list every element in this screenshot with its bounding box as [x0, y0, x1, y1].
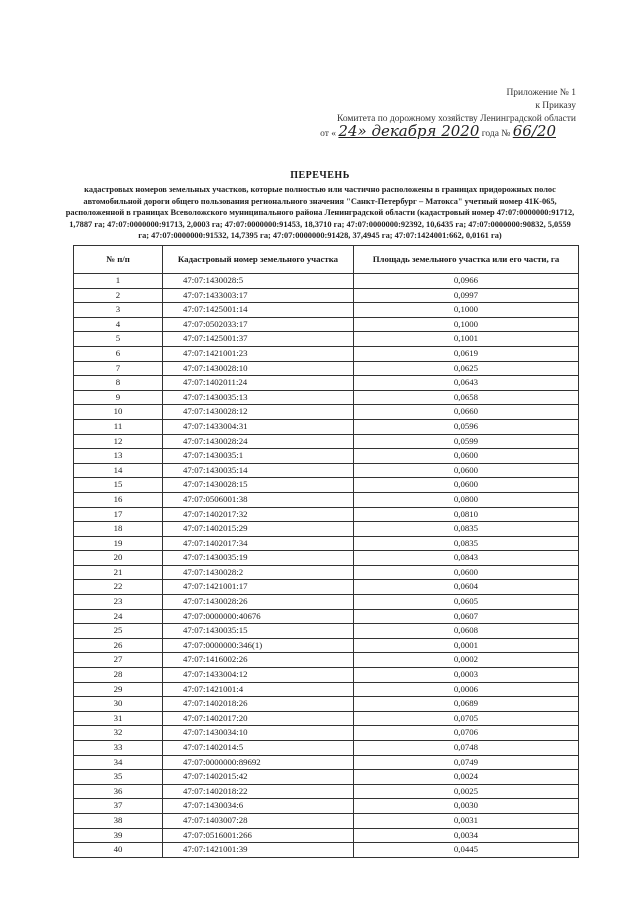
- area-value: 0,0025: [354, 784, 579, 799]
- table-row: [74, 551, 579, 566]
- row-number: 24: [74, 609, 163, 624]
- row-number: 22: [74, 580, 163, 595]
- table-row: [74, 668, 579, 683]
- table-row: [74, 536, 579, 551]
- area-value: 0,0835: [354, 536, 579, 551]
- cadastral-number: 47:07:1430035:14: [163, 463, 354, 478]
- area-value: 0,0600: [354, 565, 579, 580]
- cadastral-number: 47:07:1402018:22: [163, 784, 354, 799]
- row-number: 14: [74, 463, 163, 478]
- cadastral-number: 47:07:1425001:37: [163, 332, 354, 347]
- area-value: 0,0748: [354, 741, 579, 756]
- cadastral-number: 47:07:1421001:4: [163, 682, 354, 697]
- table-row: [74, 726, 579, 741]
- document-title: ПЕРЕЧЕНЬ: [290, 170, 350, 181]
- cadastral-number: 47:07:1433004:31: [163, 419, 354, 434]
- cadastral-number: 47:07:1425001:14: [163, 303, 354, 318]
- table-row: [74, 317, 579, 332]
- table-row: [74, 609, 579, 624]
- cadastral-number: 47:07:1433003:17: [163, 288, 354, 303]
- table-row: [74, 580, 579, 595]
- order-date-line: [320, 124, 556, 141]
- cadastral-number: 47:07:0000000:89692: [163, 755, 354, 770]
- row-number: 31: [74, 711, 163, 726]
- row-number: 11: [74, 419, 163, 434]
- cadastral-number: 47:07:1430034:6: [163, 799, 354, 814]
- table-row: [74, 274, 579, 289]
- area-value: 0,0607: [354, 609, 579, 624]
- cadastral-number: 47:07:0000000:346(1): [163, 638, 354, 653]
- row-number: 1: [74, 274, 163, 289]
- cadastral-number: 47:07:1416002:26: [163, 653, 354, 668]
- date-prefix: от «: [320, 129, 337, 139]
- table-row: [74, 463, 579, 478]
- area-value: 0,0966: [354, 274, 579, 289]
- cadastral-number: 47:07:1421001:39: [163, 843, 354, 858]
- table-row: [74, 376, 579, 391]
- appendix-label: Приложение № 1: [506, 88, 576, 98]
- table-row: [74, 288, 579, 303]
- cadastral-number: 47:07:1402014:5: [163, 741, 354, 756]
- row-number: 37: [74, 799, 163, 814]
- row-number: 29: [74, 682, 163, 697]
- cadastral-number: 47:07:1430035:15: [163, 624, 354, 639]
- order-reference: к Приказу: [535, 101, 576, 111]
- table-row: [74, 843, 579, 858]
- cadastral-number: 47:07:1430028:15: [163, 478, 354, 493]
- table-row: [74, 711, 579, 726]
- area-value: 0,0600: [354, 478, 579, 493]
- table-row: [74, 390, 579, 405]
- table-body: [74, 274, 579, 858]
- table-row: [74, 682, 579, 697]
- area-value: 0,0658: [354, 390, 579, 405]
- row-number: 20: [74, 551, 163, 566]
- area-value: 0,0599: [354, 434, 579, 449]
- cadastral-number: 47:07:1402015:29: [163, 522, 354, 537]
- table-row: [74, 624, 579, 639]
- table-row: [74, 741, 579, 756]
- area-value: 0,0031: [354, 813, 579, 828]
- area-value: 0,0749: [354, 755, 579, 770]
- row-number: 21: [74, 565, 163, 580]
- table-row: [74, 813, 579, 828]
- row-number: 9: [74, 390, 163, 405]
- area-value: 0,0445: [354, 843, 579, 858]
- row-number: 28: [74, 668, 163, 683]
- cadastral-number: 47:07:1421001:23: [163, 346, 354, 361]
- table-row: [74, 595, 579, 610]
- area-value: 0,0810: [354, 507, 579, 522]
- row-number: 10: [74, 405, 163, 420]
- row-number: 16: [74, 492, 163, 507]
- area-value: 0,0030: [354, 799, 579, 814]
- row-number: 7: [74, 361, 163, 376]
- table-row: [74, 638, 579, 653]
- area-value: 0,0660: [354, 405, 579, 420]
- column-header-cadastral: Кадастровый номер земельного участка: [163, 246, 354, 274]
- area-value: 0,0689: [354, 697, 579, 712]
- cadastral-number: 47:07:0516001:266: [163, 828, 354, 843]
- cadastral-number: 47:07:1430028:5: [163, 274, 354, 289]
- area-value: 0,0001: [354, 638, 579, 653]
- area-value: 0,0003: [354, 668, 579, 683]
- area-value: 0,0619: [354, 346, 579, 361]
- area-value: 0,0800: [354, 492, 579, 507]
- area-value: 0,0706: [354, 726, 579, 741]
- area-value: 0,1000: [354, 303, 579, 318]
- table-row: [74, 303, 579, 318]
- table-row: [74, 346, 579, 361]
- row-number: 23: [74, 595, 163, 610]
- table-header-row: [74, 246, 579, 274]
- area-value: 0,0600: [354, 449, 579, 464]
- area-value: 0,0625: [354, 361, 579, 376]
- table-row: [74, 522, 579, 537]
- row-number: 26: [74, 638, 163, 653]
- cadastral-number: 47:07:1430035:1: [163, 449, 354, 464]
- cadastral-number: 47:07:0502033:17: [163, 317, 354, 332]
- row-number: 39: [74, 828, 163, 843]
- area-value: 0,0643: [354, 376, 579, 391]
- row-number: 6: [74, 346, 163, 361]
- table-row: [74, 755, 579, 770]
- row-number: 27: [74, 653, 163, 668]
- area-value: 0,0034: [354, 828, 579, 843]
- row-number: 19: [74, 536, 163, 551]
- document-intro: кадастровых номеров земельных участков, которые полностью или частично расположены в границах придорожных полос автомобильной дороги общего пользования регионального значения "Санкт-Петербург – Матокса" учетный номер 41К-065, расположенной в границах Всеволожского муниципального района Ленинградской области (кадастровый номер 47:07:0000000:91712, 1,7887 га; 47:07:0000000:91713, 2,0003 га; 47:07:0000000:91453, 18,3710 га; 47:07:0000000:92392, 10,6435 га; 47:07:0000000:90832, 5,0559 га; 47:07:0000000:91532, 14,7395 га; 47:07:0000000:91428, 37,4945 га; 47:07:1424001:662, 0,0161 га): [65, 185, 575, 241]
- area-value: 0,0605: [354, 595, 579, 610]
- table-row: [74, 697, 579, 712]
- area-value: 0,0608: [354, 624, 579, 639]
- row-number: 17: [74, 507, 163, 522]
- row-number: 25: [74, 624, 163, 639]
- area-value: 0,0997: [354, 288, 579, 303]
- table-row: [74, 492, 579, 507]
- table-row: [74, 478, 579, 493]
- handwritten-date: 24» декабря 2020: [338, 122, 480, 140]
- cadastral-number: 47:07:1402015:42: [163, 770, 354, 785]
- cadastral-number: 47:07:1402011:24: [163, 376, 354, 391]
- row-number: 33: [74, 741, 163, 756]
- table-row: [74, 507, 579, 522]
- handwritten-order-number: 66/20: [512, 122, 556, 140]
- table-row: [74, 434, 579, 449]
- row-number: 34: [74, 755, 163, 770]
- area-value: 0,0600: [354, 463, 579, 478]
- table-row: [74, 828, 579, 843]
- row-number: 4: [74, 317, 163, 332]
- table-row: [74, 361, 579, 376]
- cadastral-number: 47:07:1430035:13: [163, 390, 354, 405]
- row-number: 30: [74, 697, 163, 712]
- cadastral-number: 47:07:1430034:10: [163, 726, 354, 741]
- area-value: 0,0024: [354, 770, 579, 785]
- row-number: 12: [74, 434, 163, 449]
- cadastral-number: 47:07:1402017:34: [163, 536, 354, 551]
- cadastral-number: 47:07:1430028:2: [163, 565, 354, 580]
- column-header-number: № п/п: [74, 246, 163, 274]
- row-number: 38: [74, 813, 163, 828]
- table-row: [74, 419, 579, 434]
- area-value: 0,0596: [354, 419, 579, 434]
- area-value: 0,0006: [354, 682, 579, 697]
- area-value: 0,0835: [354, 522, 579, 537]
- cadastral-number: 47:07:1403007:28: [163, 813, 354, 828]
- cadastral-number: 47:07:0506001:38: [163, 492, 354, 507]
- area-value: 0,1001: [354, 332, 579, 347]
- table-row: [74, 405, 579, 420]
- table-row: [74, 770, 579, 785]
- cadastral-number: 47:07:1430028:24: [163, 434, 354, 449]
- area-value: 0,0604: [354, 580, 579, 595]
- row-number: 35: [74, 770, 163, 785]
- row-number: 3: [74, 303, 163, 318]
- cadastral-number: 47:07:1402018:26: [163, 697, 354, 712]
- row-number: 15: [74, 478, 163, 493]
- cadastral-number: 47:07:1430028:12: [163, 405, 354, 420]
- cadastral-number: 47:07:1402017:32: [163, 507, 354, 522]
- committee-name: Комитета по дорожному хозяйству Ленинградской области: [336, 114, 576, 124]
- table-row: [74, 799, 579, 814]
- table-row: [74, 784, 579, 799]
- cadastral-number: 47:07:1430028:26: [163, 595, 354, 610]
- row-number: 13: [74, 449, 163, 464]
- row-number: 36: [74, 784, 163, 799]
- area-value: 0,1000: [354, 317, 579, 332]
- cadastral-number: 47:07:0000000:40676: [163, 609, 354, 624]
- table-row: [74, 449, 579, 464]
- row-number: 32: [74, 726, 163, 741]
- cadastral-number: 47:07:1430028:10: [163, 361, 354, 376]
- table-row: [74, 332, 579, 347]
- row-number: 5: [74, 332, 163, 347]
- row-number: 40: [74, 843, 163, 858]
- area-value: 0,0002: [354, 653, 579, 668]
- cadastral-number: 47:07:1402017:20: [163, 711, 354, 726]
- table-row: [74, 653, 579, 668]
- table-row: [74, 565, 579, 580]
- row-number: 18: [74, 522, 163, 537]
- column-header-area: Площадь земельного участка или его части, га: [354, 246, 579, 274]
- row-number: 2: [74, 288, 163, 303]
- row-number: 8: [74, 376, 163, 391]
- cadastral-table: [73, 245, 579, 858]
- cadastral-number: 47:07:1433004:12: [163, 668, 354, 683]
- cadastral-number: 47:07:1421001:17: [163, 580, 354, 595]
- area-value: 0,0843: [354, 551, 579, 566]
- number-label: года №: [481, 129, 511, 139]
- area-value: 0,0705: [354, 711, 579, 726]
- cadastral-number: 47:07:1430035:19: [163, 551, 354, 566]
